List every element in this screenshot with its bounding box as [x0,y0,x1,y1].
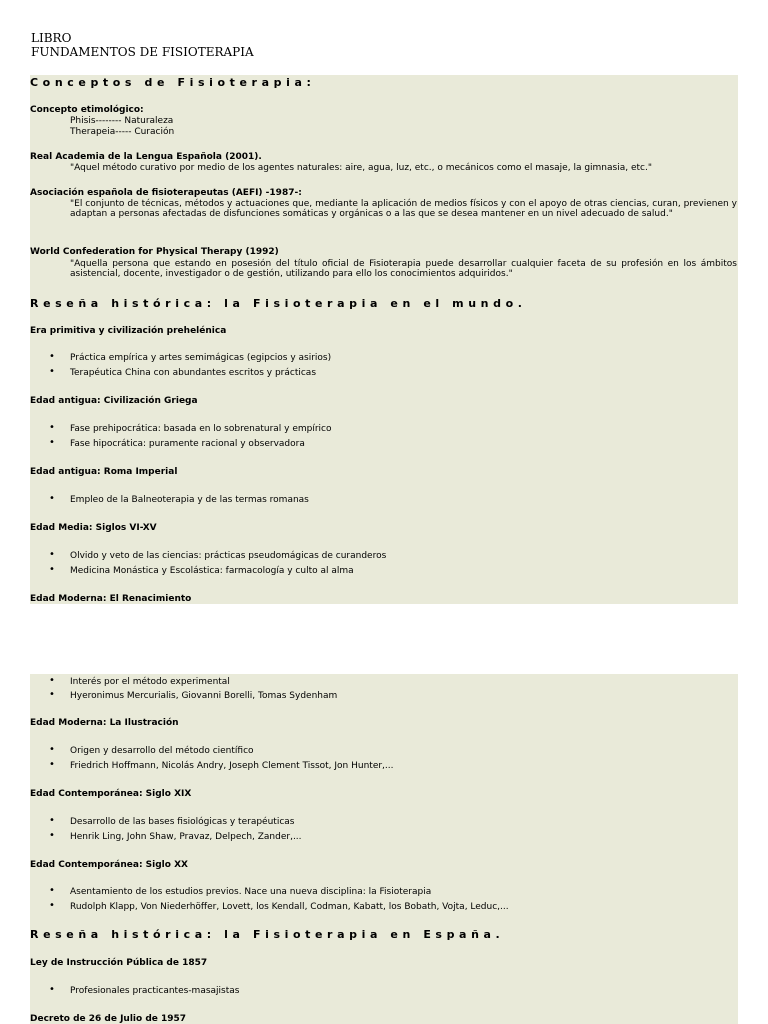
bullet-icon: • [49,493,55,504]
bullet-icon: • [49,422,55,433]
wcpt-title: World Confederation for Physical Therapy (1992) [30,247,279,257]
bullet-icon: • [49,900,55,911]
bullet-icon: • [49,675,55,686]
document-header [31,31,254,59]
aefi-title: Asociación española de fisioterapeutas (AEFI) -1987-: [30,188,302,198]
bullet-icon: • [49,437,55,448]
bullet-icon: • [49,366,55,377]
page-2-content: • Interés por el método experimental • Hyeronimus Mercurialis, Giovanni Borelli, Tomas Sydenham Edad Moderna: La Ilustración • Origen y desarrollo del método científico • Friedrich Hoffmann, Nicolás Andry, Joseph Clement Tissot, Jon Hunter,... Edad Contemporánea: Siglo XIX • Desarrollo de las bases fisiológicas y terapéuticas • Henrik Ling, John Shaw, Pravaz, Delpech, Zander,... Edad Contemporánea: Siglo XX • Asentamiento de los estudios previos. Nace una nueva disciplina: la Fisioterapia • Rudolph Klapp, Von Niederhöffer, Lovett, los Kendall, Codman, Kabatt, los Bobath, Vojta, Leduc,... Reseña histórica: la Fisioterapia en España. Ley de Instrucción Pública de 1857 • Profesionales practicantes-masajistas Decreto de 26 de Julio de 1957 [30,674,738,1024]
section-title-espana: Reseña histórica: la Fisioterapia en España. [30,928,505,941]
bullet-icon: • [49,885,55,896]
siglo-xix-title: Edad Contemporánea: Siglo XIX [30,789,192,799]
ley-1857-title: Ley de Instrucción Pública de 1857 [30,958,208,968]
concepto-phisis-line: Phisis-------- Naturaleza [70,116,174,126]
rae-definition: "Aquel método curativo por medio de los agentes naturales: aire, agua, luz, etc., o mecánicos como el masaje, la gimnasia, etc." [70,163,652,173]
decreto-1957-title: Decreto de 26 de Julio de 1957 [30,1014,187,1024]
wcpt-definition: "Aquella persona que estando en posesión del título oficial de Fisioterapia puede desarrollar cualquier faceta de su profesión en los ámbitos asistencial, docente, investigador o de gestión, utilizando para ello los conocimientos adquiridos." [70,259,737,279]
renacimiento-title: Edad Moderna: El Renacimiento [30,594,192,604]
header-line-libro: LIBRO [31,31,72,45]
section-title-conceptos: Conceptos de Fisioterapia: [30,76,316,89]
siglo-xx-title: Edad Contemporánea: Siglo XX [30,860,188,870]
rae-title: Real Academia de la Lengua Española (2001). [30,152,262,162]
bullet-icon: • [49,549,55,560]
bullet-icon: • [49,564,55,575]
roma-title: Edad antigua: Roma Imperial [30,467,178,477]
grecia-title: Edad antigua: Civilización Griega [30,396,198,406]
concepto-therapeia-line: Therapeia----- Curación [70,127,175,137]
page-1-content: Conceptos de Fisioterapia: Concepto etimológico: Phisis-------- Naturaleza Therapeia----- Curación Real Academia de la Lengua Española (2001). "Aquel método curativo por medio de los agentes naturales: aire, agua, luz, etc., o mecánicos como el masaje, la gimnasia, etc." Asociación española de fisioterapeutas (AEFI) -1987-: "El conjunto de técnicas, métodos y actuaciones que, mediante la aplicación de medios físicos y con el apoyo de otras ciencias, curan, previenen y adaptan a personas afectadas de disfunciones somáticas y orgánicas o a las que se desea mantener en un nivel adecuado de salud." World Confederation for Physical Therapy (1992) "Aquella persona que estando en posesión del título oficial de Fisioterapia puede desarrollar cualquier faceta de su profesión en los ámbitos asistencial, docente, investigador o de gestión, utilizando para ello los conocimientos adquiridos." Reseña histórica: la Fisioterapia en el mundo. Era primitiva y civilización prehelénica • Práctica empírica y artes semimágicas (egipcios y asirios) • Terapéutica China con abundantes escritos y prácticas Edad antigua: Civilización Griega • Fase prehipocrática: basada en lo sobrenatural y empírico • Fase hipocrática: puramente racional y observadora Edad antigua: Roma Imperial • Empleo de la Balneoterapia y de las termas romanas Edad Media: Siglos VI-XV • Olvido y veto de las ciencias: prácticas pseudomágicas de curanderos • Medicina Monástica y Escolástica: farmacología y culto al alma Edad Moderna: El Renacimiento [30,76,737,604]
ilustracion-title: Edad Moderna: La Ilustración [30,718,179,728]
bullet-icon: • [49,815,55,826]
bullet-icon: • [49,744,55,755]
era-primitiva-title: Era primitiva y civilización prehelénica [30,326,227,336]
header-line-book-title: FUNDAMENTOS DE FISIOTERAPIA [31,45,254,59]
edad-media-title: Edad Media: Siglos VI-XV [30,523,157,533]
bullet-icon: • [49,830,55,841]
bullet-icon: • [49,351,55,362]
section-title-mundo: Reseña histórica: la Fisioterapia en el mundo. [30,297,527,310]
bullet-icon: • [49,689,55,700]
bullet-icon: • [49,984,55,995]
aefi-definition: "El conjunto de técnicas, métodos y actuaciones que, mediante la aplicación de medios físicos y con el apoyo de otras ciencias, curan, previenen y adaptan a personas afectadas de disfunciones somáticas y orgánicas o a las que se desea mantener en un nivel adecuado de salud." [70,199,737,219]
bullet-icon: • [49,759,55,770]
concepto-etimologico-title: Concepto etimológico: [30,105,144,115]
